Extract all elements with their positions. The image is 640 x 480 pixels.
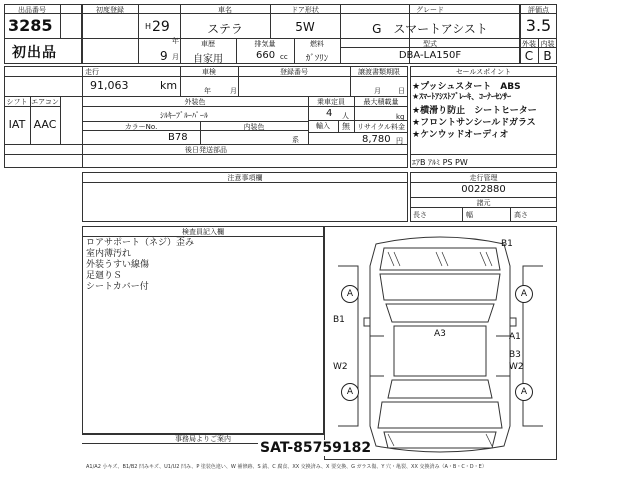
recall-month: 月 [374, 87, 381, 95]
inspector-notes [86, 238, 194, 293]
tire-mark: A [341, 285, 359, 303]
mileage-label: 走行 [85, 68, 99, 76]
ac-label: エアコン [31, 98, 59, 106]
capacity-label: 乗車定員 [317, 98, 345, 106]
inspection-year: 年 [204, 87, 211, 95]
displacement-unit: cc [280, 53, 288, 61]
door-type: 5W [295, 20, 315, 34]
ac-value: AAC [33, 118, 57, 131]
grade-value: G スマートアシスト [372, 22, 488, 36]
recycle-unit: 円 [396, 137, 403, 145]
load-label: 最大積載量 [363, 98, 399, 106]
recycle-fee: 8,780 [362, 134, 391, 145]
import-value: 無 [342, 122, 350, 131]
damage-legend: A1/A2 小キズ、B1/B2 凹みキズ、U1/U2 凹み、P 塗装色違い、W 補修跡、S 錆、C 腐食、XX 交換済み、X 要交換、G ガラス傷、Y 穴・亀裂、XX 交換済み（A・B・C・D・E） [86, 464, 487, 470]
color-value: ｼﾙｷｰﾌﾞﾙｰﾊﾟｰﾙ [160, 111, 208, 120]
inspector-note: 足廻りＳ [86, 271, 123, 281]
usage-label: 車歴 [201, 40, 215, 48]
color-no-label: カラーNo. [124, 123, 158, 131]
car-diagram [324, 226, 557, 460]
displacement-value: 660 [256, 50, 276, 61]
first-reg-year-unit: 年 [172, 37, 179, 45]
int-grade: B [543, 49, 552, 63]
inspector-note: シートカバー付 [86, 282, 149, 292]
import-label: 輸入 [316, 122, 330, 130]
capacity-unit: 人 [342, 112, 349, 120]
score-label: 評価点 [528, 6, 549, 14]
fuel-label: 燃料 [310, 40, 324, 48]
reg-no-label: 登録番号 [280, 68, 308, 76]
inspection-month: 月 [230, 87, 237, 95]
sales-point-label: セールスポイント [455, 68, 512, 76]
type-label: 型式 [423, 40, 437, 48]
fuel-value: ｶﾞｿﾘﾝ [305, 54, 329, 64]
dim-width: 幅 [466, 211, 473, 219]
odometer-label: 走行管理 [469, 174, 498, 182]
color-no-value: B78 [168, 132, 188, 143]
ext-grade: C [524, 49, 534, 63]
usage-value: 自家用 [193, 54, 223, 65]
inspector-note: ロアサポート（ネジ）歪み [86, 238, 195, 248]
damage-mark: W2 [509, 362, 524, 372]
era-prefix: H [145, 22, 152, 31]
recall-date: 日 [398, 87, 405, 95]
notes-label: 注意事項欄 [227, 174, 263, 182]
equipment-value: ｴｱB ｱﾙﾐ PS PW [412, 158, 468, 167]
int-label: 内装 [540, 40, 555, 48]
ext-label: 外装 [522, 40, 536, 48]
damage-mark: W2 [333, 362, 348, 372]
damage-mark: B1 [501, 239, 513, 249]
tire-mark: A [341, 383, 359, 401]
color-label: 外装色 [184, 98, 206, 106]
damage-mark: A3 [434, 329, 446, 339]
damage-mark: B3 [509, 350, 521, 360]
damage-mark: B1 [333, 315, 345, 325]
inspector-label: 検査員記入欄 [182, 228, 224, 236]
sales-point-item: ★プッシュスタート ABS [412, 82, 521, 92]
recall-label: 譲渡書類期限 [358, 68, 400, 76]
grade-label: グレード [416, 6, 444, 14]
first-reg-month-unit: 月 [172, 53, 179, 61]
aftermarket-label: 後日発送部品 [185, 146, 227, 154]
sales-point-item: ★ｽﾏｰﾄｱｼｽﾄﾌﾞﾚｰｷ、ｺｰﾅｰｾﾝｻｰ [412, 92, 512, 101]
odometer-value: 0022880 [461, 184, 506, 195]
model-label: 車名 [218, 6, 232, 14]
stock-number: SAT-85759182 [260, 440, 372, 456]
int-color-unit: 系 [292, 136, 299, 144]
tire-mark: A [515, 383, 533, 401]
inspection-label: 車検 [202, 68, 216, 76]
displacement-label: 排気量 [254, 40, 276, 48]
first-listing-badge: 初出品 [12, 45, 57, 61]
inspector-note: 室内薄汚れ [86, 249, 132, 259]
sales-point-item: ★ケンウッドオーディオ [412, 130, 509, 140]
first-reg-month: 9 [160, 49, 168, 63]
recycle-label: リサイクル料金 [356, 123, 406, 131]
maint-label: 諸元 [476, 199, 491, 207]
shift-value: IAT [8, 118, 26, 131]
door-label: ドア形状 [291, 6, 319, 14]
int-color-label: 内装色 [243, 123, 265, 131]
dim-length: 長さ [413, 211, 427, 219]
office-label: 事務局よりご案内 [175, 435, 231, 443]
load-unit: kg [396, 113, 405, 121]
sales-point-item: ★フロントサンシールドガラス [412, 118, 536, 128]
model-name: ステラ [207, 22, 243, 36]
first-reg-year: 29 [152, 19, 170, 35]
tire-mark: A [515, 285, 533, 303]
shift-label: シフト [6, 98, 28, 106]
inspector-note: 外装うすい線傷 [86, 260, 150, 270]
mileage-unit: km [160, 79, 178, 92]
damage-mark: A1 [509, 332, 521, 342]
score-value: 3.5 [525, 16, 552, 35]
sales-point-item: ★横滑り防止 シートヒーター [412, 106, 537, 116]
first-reg-label: 初度登録 [96, 6, 124, 14]
type-code: DBA-LA150F [398, 50, 462, 61]
mileage-value: 91,063 [90, 79, 129, 92]
lot-label: 出品番号 [18, 6, 46, 14]
dim-height: 高さ [514, 211, 528, 219]
capacity-value: 4 [326, 108, 333, 119]
lot-number: 3285 [8, 16, 53, 35]
